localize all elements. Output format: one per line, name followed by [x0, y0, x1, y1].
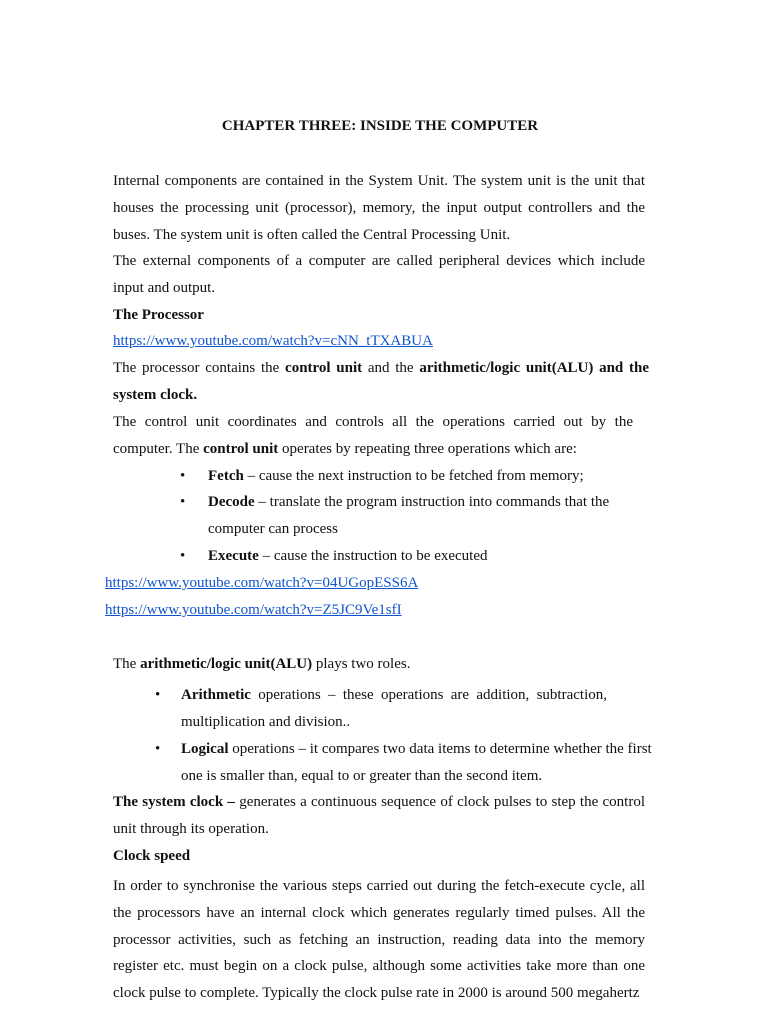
bullet-icon: • — [155, 687, 161, 703]
youtube-link-1[interactable]: https://www.youtube.com/watch?v=cNN_tTXABUA — [113, 333, 433, 349]
youtube-link-3[interactable]: https://www.youtube.com/watch?v=Z5JC9Ve1sfI — [105, 602, 402, 618]
list-item-execute: • Execute – cause the instruction to be executed — [180, 543, 620, 570]
processor-heading: The Processor — [113, 307, 204, 323]
youtube-link-3-line — [105, 597, 402, 624]
list-item-logical: • Logical operations – it compares two data items to determine whether the first one is smaller than, equal to or greater than the second item. — [155, 736, 655, 790]
system-clock-paragraph: The system clock – generates a continuous sequence of clock pulses to step the control unit through its operation. — [113, 794, 645, 837]
list-item-decode: • Decode – translate the program instruction into commands that the computer can process — [180, 489, 620, 543]
list-item-fetch: • Fetch – cause the next instruction to be fetched from memory; — [180, 463, 620, 490]
bullet-icon: • — [180, 468, 186, 484]
chapter-title: CHAPTER THREE: INSIDE THE COMPUTER — [221, 118, 539, 134]
control-unit-paragraph: The control unit coordinates and controls all the operations carried out by the computer. The control unit operates by repeating three operations which are: — [113, 414, 633, 457]
bullet-icon: • — [180, 548, 186, 564]
youtube-link-2-line — [105, 570, 418, 597]
processor-contains-paragraph: The processor contains the control unit and the arithmetic/logic unit(ALU) and the system clock. — [113, 360, 649, 403]
youtube-link-2[interactable]: https://www.youtube.com/watch?v=04UGopESS6A — [105, 575, 419, 591]
youtube-link-1-line — [113, 328, 433, 355]
clock-speed-heading: Clock speed — [113, 848, 191, 864]
clock-speed-paragraph: In order to synchronise the various steps carried out during the fetch-execute cycle, all the processors have an internal clock which generates regularly timed pulses. All the processor activities, such as fetching an instruction, reading data into the memory register etc. must begin on a clock pulse, although some activities take more than one clock pulse to complete. Typically the clock pulse rate in 2000 is around 500 megahertz — [113, 878, 645, 1002]
intro-paragraph-1: Internal components are contained in the System Unit. The system unit is the unit that houses the processing unit (processor), memory, the input output controllers and the buses. The system unit is often called the Central Processing Unit. — [113, 173, 645, 243]
bullet-icon: • — [155, 741, 161, 757]
bullet-icon: • — [180, 494, 186, 510]
list-item-arithmetic: • Arithmetic operations – these operations are addition, subtraction, multiplication and division.. — [155, 682, 655, 736]
alu-intro: The arithmetic/logic unit(ALU) plays two roles. — [113, 656, 411, 672]
intro-paragraph-2: The external components of a computer are called peripheral devices which include input and output. — [113, 253, 645, 296]
